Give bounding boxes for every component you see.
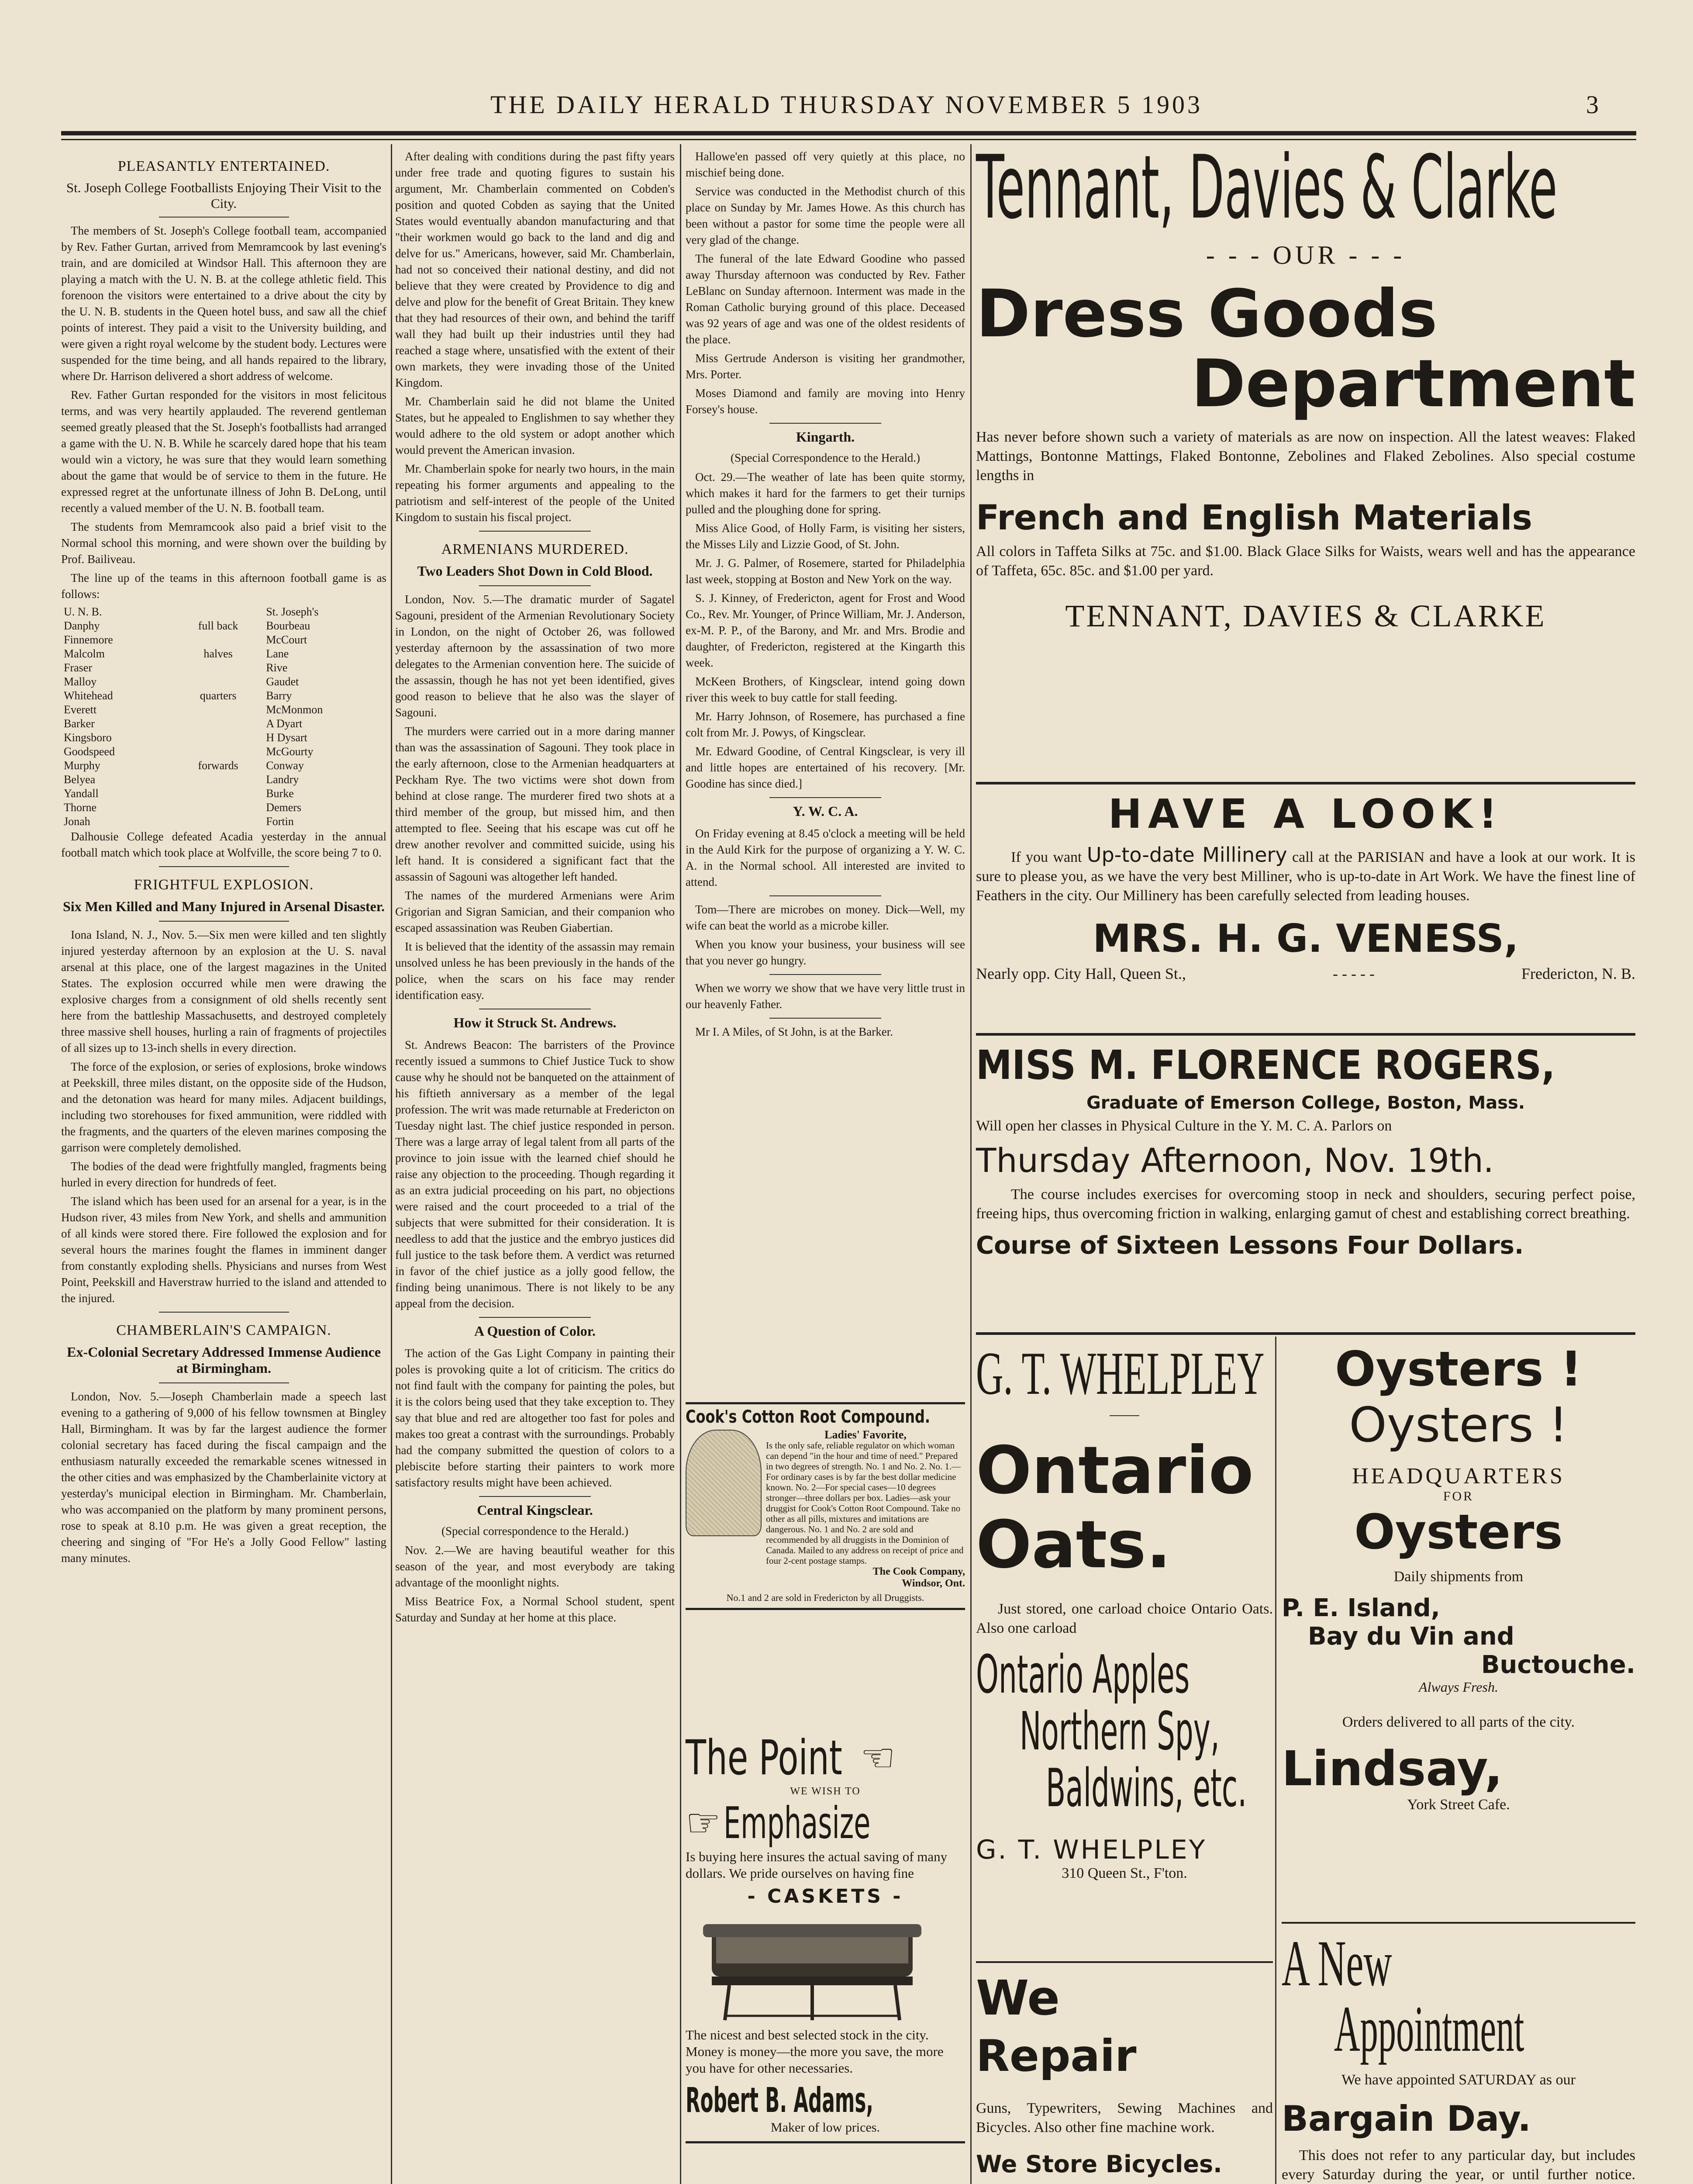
- ad-name: Lindsay,: [1282, 1741, 1503, 1797]
- lineup-cell: Conway: [266, 759, 304, 772]
- ad-text: - - - OUR - - -: [1206, 241, 1406, 270]
- column-rule: [391, 144, 392, 2184]
- article-subtitle: Six Men Killed and Many Injured in Arsenal Disaster.: [63, 898, 385, 914]
- ad-tagline: Ladies' Favorite,: [824, 1428, 907, 1441]
- column-1: [61, 149, 386, 2184]
- ad-text: This does not refer to any particular day, but includes every Saturday during the year, or until further notice.: [1282, 2147, 1635, 2183]
- paragraph: Dalhousie College defeated Acadia yesterday in the annual football match which took place at Wolfville, the score being 7 to 0.: [61, 830, 386, 859]
- ad-headline: Course of Sixteen Lessons Four Dollars.: [976, 1231, 1524, 1260]
- ad-headline: Repair: [976, 2030, 1137, 2081]
- ad-headline: A New: [1282, 1927, 1392, 2000]
- ad-text: HEADQUARTERS: [1352, 1464, 1565, 1489]
- woman-portrait-illustration: [686, 1430, 762, 1536]
- lineup-cell: forwards: [198, 759, 238, 772]
- ad-text: Buctouche.: [1481, 1651, 1635, 1679]
- paragraph: Moses Diamond and family are moving into Henry Forsey's house.: [686, 387, 965, 416]
- ad-address: Nearly opp. City Hall, Queen St.,: [976, 965, 1186, 982]
- lineup-cell: McCourt: [266, 633, 307, 646]
- lineup-cell: [173, 717, 263, 731]
- barretts-ad: [976, 1970, 1273, 2184]
- ad-text: Orders delivered to all parts of the city.: [1342, 1714, 1575, 1730]
- ad-text: Daily shipments from: [1393, 1569, 1524, 1585]
- paragraph: The action of the Gas Light Company in painting their poles is provoking quite a lot of criticism. The critics do not find fault with the company for painting the poles, but it is the colors being used that they take exception to. They say that blue and red are altogether too fast for poles and makes too great a contrast with the surroundings. Probably had the company submitted the question of colors to a plebiscite before starting their painters to work more satisfactory results might have been achieved.: [395, 1347, 675, 1489]
- lineup-cell: [173, 675, 263, 689]
- lucy-ad: [1282, 1927, 1635, 2184]
- lineup-row: [61, 801, 386, 815]
- column-2: [395, 149, 675, 2184]
- masthead-rule: [61, 131, 1636, 135]
- lineup-cell: halves: [203, 647, 233, 660]
- ad-text: WE WISH TO: [790, 1786, 861, 1797]
- separator: [769, 797, 881, 798]
- lineup-cell: [173, 703, 263, 717]
- ad-headline: Oysters !: [1334, 1341, 1583, 1397]
- article-title: Kingarth.: [796, 429, 855, 445]
- lineup-header: St. Joseph's: [266, 605, 319, 618]
- paragraph: Nov. 2.—We are having beautiful weather for this season of the year, and most everybody are taking advantage of the moonlight nights.: [395, 1544, 675, 1589]
- paragraph: Iona Island, N. J., Nov. 5.—Six men were killed and ten slightly injured yesterday afternoon by an explosion at the U. S. naval arsenal at this place, one of the largest magazines in the United States. The explosion occurred while men were drawing the explosive charges from a consignment of old shells recently sent here from the battleship Massachusetts, and destroyed completely three massive shell houses, hurling a rain of fragments of projectiles of all sizes up to 13-inch shells in every direction.: [61, 928, 386, 1054]
- paragraph: Rev. Father Gurtan responded for the visitors in most felicitous terms, and was very heartily applauded. The reverend gentleman seemed greatly pleased that the St. Joseph's footballists had arranged a game with the U. N. B. While he scarcely dared hope that his team would win a victory, he was sure that they would learn something about the game that would be of service to them in the future. He expressed regret at the unfortunate illness of John B. DeLong, until recently a valued member of the U. N. B. football team.: [61, 388, 386, 515]
- paragraph: The students from Memramcook also paid a brief visit to the Normal school this morning, and were shown over the building by Prof. Bailiveau.: [61, 520, 386, 566]
- article-title: CHAMBERLAIN'S CAMPAIGN.: [116, 1322, 331, 1338]
- article-title: Central Kingsclear.: [477, 1502, 593, 1518]
- ad-headline: Appointment: [1334, 1993, 1524, 2065]
- separator: [769, 1018, 881, 1019]
- paragraph: The members of St. Joseph's College football team, accompanied by Rev. Father Gurtan, arrived from Memramcook by last evening's train, and are domiciled at Windsor Hall. This afternoon they are playing a match with the U. N. B. at the college athletic field. This forenoon the visitors were entertained to a drive about the city by the U. N. B. students in the Queen hotel buss, and saw all the chief points of interest. They paid a visit to the University building, and were given a right royal welcome by the student body. Lectures were suspended for the time being, and all hands repaired to the library, where Dr. Harrison delivered a short address of welcome.: [61, 224, 386, 383]
- separator: [769, 974, 881, 975]
- ad-headline: Dress Goods: [976, 276, 1438, 352]
- lineup-cell: [173, 633, 263, 647]
- paragraph: Hallowe'en passed off very quietly at this place, no mischief being done.: [686, 150, 965, 179]
- lineup-cell: [173, 661, 263, 675]
- ad-text: Is the only safe, reliable regulator on which woman can depend "in the hour and time of need." Prepared in two degrees of strength. No. 1 and No. 2. No. 1.—For ordinary cases is by far the best dollar medicine known. No. 2—For special cases—10 degrees stronger—three dollars per box. Ladies—ask your druggist for Cook's Cotton Root Compound. Take no other as all pills, mixtures and imitations are dangerous. No. 1 and No. 2 are sold and recommended by all druggists in the Dominion of Canada. Mailed to any address on receipt of price and four 2-cent postage stamps.: [766, 1440, 964, 1566]
- ad-text: Has never before shown such a variety of materials as are now on inspection. All the latest weaves: Flaked Mattings, Bontonne Mattings, Flaked Bontonne, Zebolines and Flaked Zebolines. Also special costume lengths in: [976, 429, 1635, 484]
- ad-rule: [976, 1033, 1635, 1036]
- separator: [479, 1317, 591, 1318]
- separator: [769, 423, 881, 424]
- lineup-row: [61, 717, 386, 731]
- paragraph: Service was conducted in the Methodist church of this place on Sunday by Mr. James Howe. As this church has been without a pastor for some time the people were all very glad of the change.: [686, 185, 965, 246]
- lineup-cell: Murphy: [64, 759, 100, 772]
- paragraph: The names of the murdered Armenians were Arim Grigorian and Sigran Samician, and their companion who escaped assassination was Reuben Giabertian.: [395, 889, 675, 934]
- lineup-row: [61, 787, 386, 801]
- ad-text: Always Fresh.: [1419, 1679, 1498, 1695]
- lineup-row: [61, 661, 386, 675]
- ad-text: We have appointed SATURDAY as our: [1341, 2072, 1576, 2088]
- article-title: FRIGHTFUL EXPLOSION.: [134, 877, 314, 893]
- paragraph: It is believed that the identity of the assassin may remain unsolved unless he has been previously in the hands of the police, when the scars on his face may render identification easy.: [395, 940, 675, 1002]
- article-title: A Question of Color.: [474, 1323, 596, 1339]
- separator: [479, 1496, 591, 1497]
- paragraph: London, Nov. 5.—Joseph Chamberlain made a speech last evening to a gathering of 9,000 of his fellow townsmen at Bingley Hall, Birmingham. It was by far the largest audience the former colonial secretary has faced during the fiscal campaign and the enthusiasm naturally exceeded the remarkable scenes witnessed in the other cities and was emphasized by the Chamberlainite victory at yesterday's municipal election in Birmingham. Mr. Chamberlain, who was accompanied on the platform by many prominent persons, rose to speak at 8.10 p.m. He was given a great reception, the cheering and singing of "For He's a Jolly Good Fellow" lasting many minutes.: [61, 1390, 386, 1565]
- whelpley-ad: [976, 1341, 1273, 1882]
- rogers-ad: [976, 1042, 1635, 1260]
- lineup-cell: Belyea: [64, 773, 96, 786]
- masthead-title: THE DAILY HERALD THURSDAY NOVEMBER 5 1903: [490, 90, 1203, 119]
- dateline: (Special correspondence to the Herald.): [441, 1524, 629, 1538]
- paragraph: The funeral of the late Edward Goodine who passed away Thursday afternoon was conducted by Rev. Father LeBlanc on Sunday afternoon. Interment was made in the Roman Catholic burying ground of this place. Deceased was 92 years of age and was one of the oldest residents of the place.: [686, 252, 965, 346]
- ad-caskets: - CASKETS -: [747, 1885, 903, 1908]
- ad-headline: Bargain Day.: [1282, 2098, 1531, 2139]
- ad-company: The Cook Company,: [872, 1566, 965, 1577]
- lineup-cell: Lane: [266, 647, 289, 660]
- advertisements: [976, 137, 1635, 2184]
- column-3: [686, 149, 965, 1398]
- ad-text: Will open her classes in Physical Culture in the Y. M. C. A. Parlors on: [976, 1118, 1392, 1134]
- ad-address: York Street Cafe.: [1407, 1797, 1510, 1813]
- lineup-cell: [173, 745, 263, 759]
- paragraph: S. J. Kinney, of Fredericton, agent for Frost and Wood Co., Rev. Mr. Younger, of Prince William, Mr. J. Anderson, ex-M. P. P., of the Barony, and Mr. and Mrs. Brodie and daughter, of Fredericton, registered at the Kingarth this week.: [686, 591, 965, 669]
- ad-text: If you want: [1011, 849, 1082, 865]
- ad-address: 310 Queen St., F'ton.: [1062, 1865, 1187, 1881]
- lineup-cell: [173, 787, 263, 801]
- ad-headline: We: [976, 1970, 1060, 2026]
- lineup-cell: [173, 731, 263, 745]
- lineup-row: [61, 647, 386, 661]
- lineup-cell: Whitehead: [64, 689, 113, 702]
- lineup-row: [61, 773, 386, 787]
- ad-headline: Ontario: [976, 1433, 1254, 1509]
- ad-address: Fredericton, N. B.: [1521, 965, 1635, 982]
- lineup-cell: Malcolm: [64, 647, 105, 660]
- casket-illustration: [686, 1911, 965, 2025]
- separator: [159, 866, 289, 867]
- paragraph: The bodies of the dead were frightfully mangled, fragments being hurled in every direction for hundreds of feet.: [61, 1160, 386, 1189]
- lineup-header: U. N. B.: [64, 605, 102, 618]
- lineup-cell: Bourbeau: [266, 619, 310, 632]
- lineup-header-row: [61, 605, 386, 619]
- lineup-row: [61, 703, 386, 717]
- paragraph: Mr I. A Miles, of St John, is at the Barker.: [695, 1025, 893, 1038]
- ad-headline: Emphasize: [723, 1797, 871, 1849]
- paragraph: Mr. Chamberlain said he did not blame the United States, but he appealed to Englishmen to say whether they would adhere to the old system or adopt another which would prevent the American invasion.: [395, 395, 675, 456]
- paragraph: Mr. Chamberlain spoke for nearly two hours, in the main repeating his former arguments and appealing to the patriotism and self-interest of the people of the United Kingdom to sustain his fiscal project.: [395, 462, 675, 524]
- ad-text: FOR: [1443, 1489, 1474, 1503]
- paragraph: Tom—There are microbes on money. Dick—Well, my wife can beat the world as a microbe killer.: [686, 903, 965, 932]
- separator: [159, 217, 289, 218]
- ad-headline: Northern Spy,: [1020, 1701, 1220, 1762]
- lineup-row: [61, 689, 386, 703]
- ad-headline: Baldwins, etc.: [1046, 1758, 1247, 1819]
- ad-rule: [976, 782, 1635, 784]
- pointing-hand-icon: ☜: [860, 1736, 896, 1780]
- lindsay-ad: [1282, 1341, 1635, 1813]
- ad-name: MISS M. FLORENCE ROGERS,: [976, 1042, 1555, 1089]
- dateline: (Special Correspondence to the Herald.): [730, 451, 921, 464]
- lineup-cell: McMonmon: [266, 703, 323, 716]
- lineup-body: [61, 619, 386, 829]
- ad-rule: [686, 1608, 965, 1610]
- lineup-cell: Demers: [266, 801, 302, 814]
- ad-text: Guns, Typewriters, Sewing Machines and Bicycles. Also other fine machine work.: [976, 2100, 1273, 2136]
- ad-sign: G. T. WHELPLEY: [976, 1835, 1207, 1865]
- paragraph: The line up of the teams in this afternoon football game is as follows:: [61, 571, 386, 601]
- separator: [769, 895, 881, 896]
- lineup-cell: Everett: [64, 703, 97, 716]
- lineup-cell: A Dyart: [266, 717, 303, 730]
- paragraph: Oct. 29.—The weather of late has been quite stormy, which makes it hard for the farmers to get their turnips pulled and the ploughing done for spring.: [686, 470, 965, 516]
- separator: [159, 921, 289, 922]
- lineup-row: [61, 633, 386, 647]
- lineup-cell: Landry: [266, 773, 299, 786]
- lineup-table: [61, 605, 386, 829]
- ad-name: Tennant, Davies & Clarke: [976, 137, 1558, 238]
- ad-headline: Oysters: [1354, 1504, 1563, 1560]
- ad-headline: We Store Bicycles.: [976, 2150, 1222, 2178]
- ad-place: Windsor, Ont.: [902, 1578, 965, 1589]
- ad-headline: The Point: [686, 1730, 842, 1786]
- ad-rule: [686, 1402, 965, 1404]
- ad-rule: [976, 1961, 1273, 1963]
- paragraph: After dealing with conditions during the past fifty years under free trade and quoting figures to sustain his argument, Mr. Chamberlain commented on Cobden's position and quoted Cobden as saying that the United States would eventually abandon manufacturing and that "their workmen would go back to the land and dig and delve for us." Americans, however, said Mr. Chamberlain, had not so conceived their national destiny, and did not believe that they were created by Providence to dig and delve and plow for the benefit of Great Britain. They knew that they had resources of their own, and behind the tariff wall they had built up their industries until they had reached a stage where, unsatisfied with the extent of their own markets, they were invading those of the United Kingdom.: [395, 150, 675, 389]
- lineup-cell: Barker: [64, 717, 95, 730]
- article-title: How it Struck St. Andrews.: [453, 1015, 617, 1030]
- lineup-row: [61, 619, 386, 633]
- cotton-root-ad: [686, 1402, 965, 1610]
- ad-headline: Ontario Apples: [976, 1645, 1190, 1705]
- ad-text: Bay du Vin and: [1308, 1622, 1514, 1651]
- page-number: 3: [1586, 90, 1601, 119]
- separator: [159, 1382, 289, 1383]
- paragraph: The island which has been used for an arsenal for a year, is in the Hudson river, 43 miles from New York, and shells and ammunition of all kinds were stored there. Fire followed the explosion and for several hours the marines fought the flames in imminent danger from constantly exploding shells. Physicians and nurses from West Point, Peekskill and Haverstraw hurried to the island and attended to the injured.: [61, 1195, 386, 1305]
- masthead: [61, 79, 1632, 131]
- separator: [479, 531, 591, 532]
- lineup-cell: Yandall: [64, 787, 99, 800]
- lineup-cell: Fortin: [266, 815, 294, 828]
- article-subtitle: Ex-Colonial Secretary Addressed Immense Audience at Birmingham.: [67, 1344, 381, 1376]
- paragraph: Mr. Edward Goodine, of Central Kingsclear, is very ill and little hopes are entertained of his recovery. [Mr. Goodine has since died.]: [686, 745, 965, 790]
- column-rule: [680, 144, 681, 2184]
- article-title: ARMENIANS MURDERED.: [441, 541, 629, 557]
- lineup-cell: Danphy: [64, 619, 100, 632]
- lineup-cell: Malloy: [64, 675, 97, 688]
- lineup-cell: Burke: [266, 787, 294, 800]
- paragraph: McKeen Brothers, of Kingsclear, intend going down river this week to buy cattle for stall feeding.: [686, 675, 965, 704]
- ad-text: All colors in Taffeta Silks at 75c. and $1.00. Black Glace Silks for Waists, wears well and has the appearance of Taffeta, 65c. 85c. and $1.00 per yard.: [976, 543, 1635, 579]
- tennant-ad: [976, 137, 1635, 634]
- paragraph: Miss Beatrice Fox, a Normal School student, spent Saturday and Sunday at her home at this place.: [395, 1595, 675, 1624]
- ad-note: No.1 and 2 are sold in Fredericton by all Druggists.: [726, 1592, 924, 1603]
- ad-headline: Oysters !: [1349, 1397, 1568, 1453]
- lineup-cell: [173, 773, 263, 787]
- paragraph: St. Andrews Beacon: The barristers of the Province recently issued a summons to Chief Justice Tuck to show cause why he should not be banqueted on the attainment of his fiftieth anniversary as a member of the legal profession. The writ was made returnable at Fredericton on Tuesday night last. The chief justice responded in person. There was a large array of legal talent from all parts of the province to join issue with the learned chief should he raise any objection to the proceeding. Though regarding it as an extra judicial proceeding on his part, no objections were raised and the court proceeded to a trial of the subjects that were submitted for their consideration. It is needless to add that the justice and the embryo justices did full justice to the task before them. A verdict was returned in favor of the chief justice as a jolly good fellow, the finding being unanimous. There is not likely to be any appeal from the decision.: [395, 1038, 675, 1310]
- ad-text: The nicest and best selected stock in the city. Money is money—the more you save, the more you have for other necessaries.: [686, 2027, 944, 2076]
- lineup-cell: quarters: [200, 689, 237, 702]
- ad-rule: [976, 1332, 1635, 1335]
- ad-headline: Oats.: [976, 1507, 1171, 1583]
- paragraph: Miss Gertrude Anderson is visiting her grandmother, Mrs. Porter.: [686, 352, 965, 381]
- paragraph: On Friday evening at 8.45 o'clock a meeting will be held in the Auld Kirk for the purpose of organizing a Y. W. C. A. in the Normal school. All interested are invited to attend.: [686, 827, 965, 888]
- article-subtitle: Two Leaders Shot Down in Cold Blood.: [417, 563, 653, 579]
- lineup-cell: McGourty: [266, 745, 314, 758]
- ad-text: P. E. Island,: [1282, 1594, 1440, 1622]
- lineup-row: [61, 731, 386, 745]
- veness-ad: [976, 791, 1635, 983]
- lineup-cell: [173, 801, 263, 815]
- lineup-cell: full back: [198, 619, 238, 632]
- lineup-cell: Kingsboro: [64, 731, 112, 744]
- paragraph: Mr. J. G. Palmer, of Rosemere, started for Philadelphia last week, stopping at Boston and New York on the way.: [686, 556, 965, 586]
- lineup-row: [61, 759, 386, 773]
- lineup-cell: Fraser: [64, 661, 92, 674]
- robert-adams-ad: [686, 1730, 965, 2143]
- lineup-cell: [173, 815, 263, 829]
- ad-headline: Thursday Afternoon, Nov. 19th.: [976, 1141, 1494, 1180]
- lineup-cell: Barry: [266, 689, 292, 702]
- ad-name: MRS. H. G. VENESS,: [1093, 916, 1519, 961]
- ad-text: The course includes exercises for overcoming stoop in neck and shoulders, securing perfect poise, freeing hips, thus overcoming friction in walking, enlarging gamut of chest and establishing correct breathing.: [976, 1186, 1635, 1222]
- article-title: PLEASANTLY ENTERTAINED.: [117, 158, 330, 174]
- paragraph: Mr. Harry Johnson, of Rosemere, has purchased a fine colt from Mr. J. Powys, of Kingsclear.: [686, 710, 965, 739]
- paragraph: When we worry we show that we have very little trust in our heavenly Father.: [686, 981, 965, 1011]
- lineup-header: [173, 605, 263, 619]
- lineup-cell: Finnemore: [64, 633, 113, 646]
- ad-text: Graduate of Emerson College, Boston, Mass.: [1086, 1093, 1525, 1113]
- lineup-row: [61, 675, 386, 689]
- lineup-cell: Jonah: [64, 815, 90, 828]
- ad-text: Is buying here insures the actual saving of many dollars. We pride ourselves on having fine: [686, 1849, 948, 1881]
- ad-merchant-name: Robert B. Adams,: [686, 2081, 873, 2120]
- lineup-cell: Rive: [266, 661, 288, 674]
- lineup-cell: Thorne: [64, 801, 97, 814]
- lineup-cell: H Dysart: [266, 731, 307, 744]
- ad-sign: TENNANT, DAVIES & CLARKE: [1065, 598, 1546, 633]
- ad-address: - - - - -: [1333, 965, 1375, 982]
- ad-highlight: Up-to-date Millinery: [1086, 843, 1287, 867]
- column-rule: [970, 144, 972, 2184]
- ad-text: Just stored, one carload choice Ontario Oats. Also one carload: [976, 1601, 1273, 1636]
- paragraph: When you know your business, your business will see that you never go hungry.: [686, 938, 965, 967]
- ad-headline: French and English Materials: [976, 498, 1532, 538]
- separator: [159, 1312, 289, 1313]
- separator: [1110, 1415, 1139, 1416]
- lineup-cell: Goodspeed: [64, 745, 115, 758]
- ad-text: call at the PARISIAN and have a look at our work. It is sure to please you, as we have the very best Milliner, who is up-to-date in Art Work. We have the finest line of Feathers in the city. Our Millinery has been carefully selected from leading houses.: [976, 849, 1635, 904]
- lineup-cell: Gaudet: [266, 675, 299, 688]
- paragraph: London, Nov. 5.—The dramatic murder of Sagatel Sagouni, president of the Armenian Revolutionary Society in London, on the night of October 26, was followed yesterday afternoon by the assassination of two more delegates to the Armenian convention here. The suicide of the assassin, though he has not yet been identified, gives good reason to believe that he also was the slayer of Sagouni.: [395, 593, 675, 719]
- ad-headline: HAVE A LOOK!: [1108, 791, 1503, 837]
- ad-rule: [1282, 1922, 1635, 1924]
- separator: [479, 585, 591, 586]
- paragraph: Miss Alice Good, of Holly Farm, is visiting her sisters, the Misses Lily and Lizzie Good, of St. John.: [686, 522, 965, 551]
- pointing-hand-icon: ☞: [686, 1802, 721, 1845]
- ad-text: Maker of low prices.: [771, 2120, 880, 2135]
- article-title: Y. W. C. A.: [793, 803, 858, 819]
- article-subtitle: St. Joseph College Footballists Enjoying Their Visit to the City.: [66, 180, 382, 211]
- ad-name: G. T. WHELPLEY: [976, 1340, 1265, 1407]
- ad-title: Cook's Cotton Root Compound.: [686, 1407, 931, 1427]
- ad-headline: Department: [1191, 346, 1635, 422]
- paragraph: The murders were carried out in a more daring manner than was the assassination of Sagouni. They took place in the early afternoon, close to the Armenian headquarters at Peckham Rye. The two victims were shot down from behind at close range. The murderer fired two shots at a third member of the group, but missed him, and then attempted to flee. Seeing that his escape was cut off he drew another revolver and committed suicide, using his left hand. It is considered a significant fact that the assassin of Sagouni was altogether left handed.: [395, 725, 675, 883]
- paragraph: The force of the explosion, or series of explosions, broke windows at Peekskill, three miles distant, on the opposite side of the Hudson, and the detonation was heard for many miles. Adjacent buildings, including two storehouses for fixed ammunition, were riddled with the fragments, and the quarters of the eleven marines composing the garrison were completely demolished.: [61, 1060, 386, 1154]
- lineup-row: [61, 745, 386, 759]
- lineup-row: [61, 815, 386, 829]
- ad-rule: [686, 2141, 965, 2143]
